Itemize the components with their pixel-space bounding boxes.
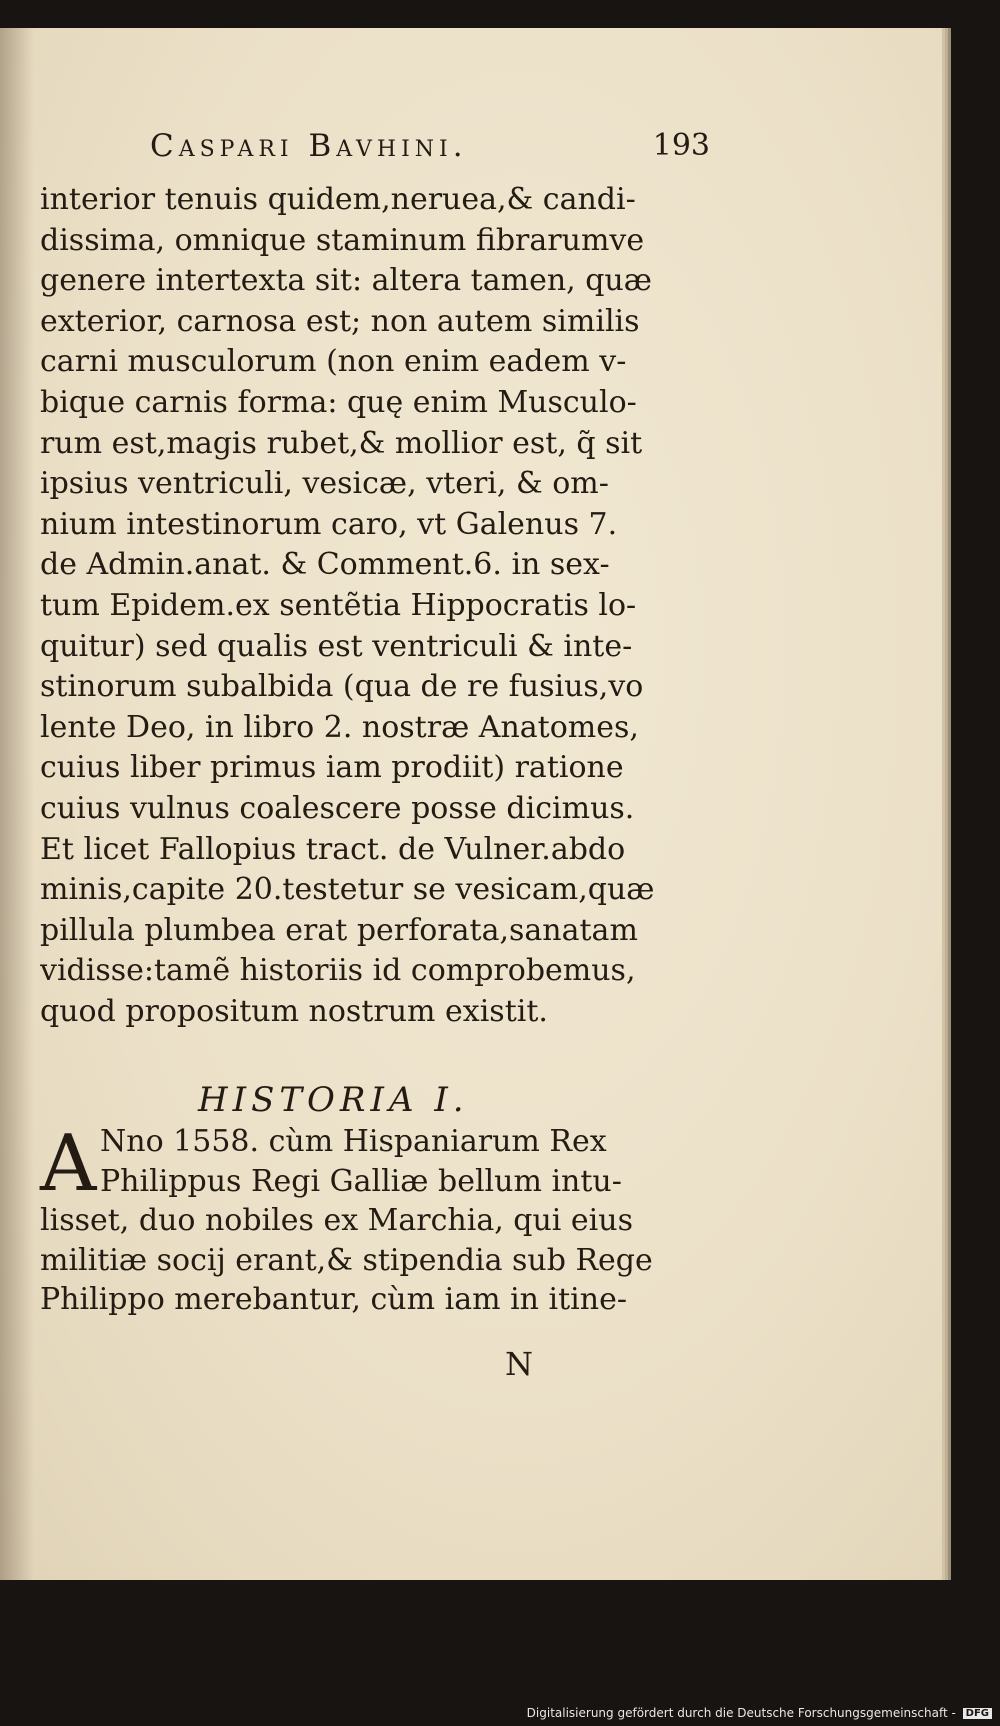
text-line: stinorum subalbida (qua de re fusius,vo xyxy=(40,669,644,705)
text-line: dissima, omnique staminum fibrarumve xyxy=(40,222,645,258)
text-line: cuius liber primus iam prodiit) ratione xyxy=(40,750,624,786)
text-line: quod propositum nostrum existit. xyxy=(40,993,548,1029)
text-line: quitur) sed qualis est ventriculi & inte- xyxy=(40,628,633,664)
text-line: tum Epidem.ex sentẽtia Hippocratis lo- xyxy=(40,587,637,623)
text-line: lente Deo, in libro 2. nostræ Anatomes, xyxy=(40,709,639,745)
text-line: cuius vulnus coalescere posse dicimus. xyxy=(40,790,635,826)
text-line: genere intertexta sit: altera tamen, quæ xyxy=(40,263,652,299)
text-line: ipsius ventriculi, vesicæ, vteri, & om- xyxy=(40,466,609,502)
text-line: carni musculorum (non enim eadem v- xyxy=(40,344,627,380)
drop-cap: A xyxy=(40,1119,97,1209)
text-line: pillula plumbea erat perforata,sanatam xyxy=(40,912,638,948)
dfg-logo: DFG xyxy=(963,1708,992,1719)
text-line: vidisse:tamẽ historiis id comprobemus, xyxy=(40,953,636,989)
signature-mark: N xyxy=(505,1345,533,1383)
text-line: rum est,magis rubet,& mollior est, q̃ sit xyxy=(40,425,643,461)
spine-shadow xyxy=(0,28,34,1580)
text-line: Nno 1558. cùm Hispaniarum Rex xyxy=(100,1124,607,1159)
text-line: exterior, carnosa est; non autem similis xyxy=(40,303,640,339)
body-text xyxy=(40,180,710,1032)
historia-paragraph xyxy=(40,1119,680,1320)
text-line: Et licet Fallopius tract. de Vulner.abdo xyxy=(40,831,626,867)
running-head: Caspari Bavhini. xyxy=(150,128,468,164)
text-line: militiæ socij erant,& stipendia sub Rege xyxy=(40,1242,653,1278)
text-line: lisset, duo nobiles ex Marchia, qui eius xyxy=(40,1203,633,1239)
text-line: nium intestinorum caro, vt Galenus 7. xyxy=(40,506,618,542)
digitization-credit xyxy=(527,1706,992,1720)
page-number: 193 xyxy=(652,128,710,163)
credit-text: Digitalisierung gefördert durch die Deutsche Forschungsgemeinschaft - xyxy=(526,1706,956,1720)
section-heading: HISTORIA I. xyxy=(198,1080,469,1120)
text-line: interior tenuis quidem,neruea,& candi- xyxy=(40,182,636,217)
text-line: de Admin.anat. & Comment.6. in sex- xyxy=(40,547,610,583)
text-line: Philippo merebantur, cùm iam in itine- xyxy=(40,1282,627,1318)
page-header xyxy=(150,128,710,168)
text-line: minis,capite 20.testetur se vesicam,quæ xyxy=(40,872,655,908)
text-line: Philippus Regi Galliæ bellum intu- xyxy=(100,1163,622,1199)
text-line: bique carnis forma: quę enim Musculo- xyxy=(40,384,637,420)
